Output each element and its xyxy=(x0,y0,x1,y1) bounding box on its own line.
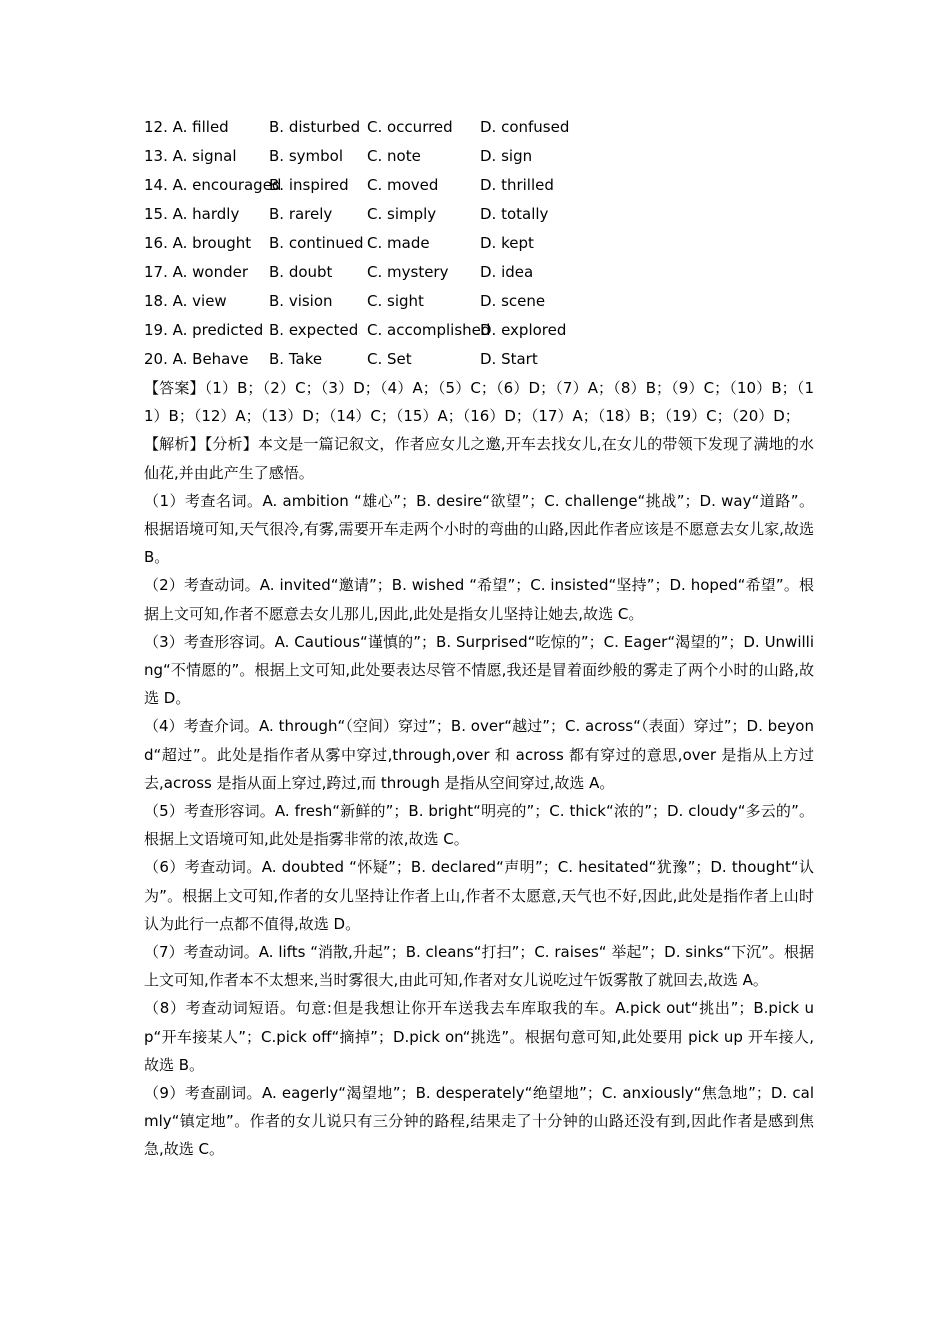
option-b: B. expected xyxy=(269,321,359,339)
option-c: C. note xyxy=(367,147,421,165)
option-row-17 xyxy=(144,258,814,287)
explanation-item: （4）考查介词。A. through“（空间）穿过”；B. over“越过”；C. across“（表面）穿过”；D. beyond“超过”。此处是指作者从雾中穿过,through,over 和 across 都有穿过的意思,over 是指从上方过去,across 是指从面上穿过,跨过,而 through 是指从空间穿过,故选 A。 xyxy=(144,717,814,792)
option-a: 18. A. view xyxy=(144,292,227,310)
option-c: C. moved xyxy=(367,176,439,194)
document-page xyxy=(144,113,814,1164)
option-b: B. disturbed xyxy=(269,118,361,136)
explanation-item: （7）考查动词。A. lifts “消散,升起”；B. cleans“打扫”；C. raises“ 举起”；D. sinks“下沉”。根据上文可知,作者本不太想来,当时雾很大,由此可知,作者对女儿说吃过午饭雾散了就回去,故选 A。 xyxy=(144,943,814,990)
option-a: 12. A. filled xyxy=(144,118,229,136)
option-b: B. symbol xyxy=(269,147,343,165)
option-row-20 xyxy=(144,345,814,374)
option-b: B. doubt xyxy=(269,263,333,281)
option-d: D. idea xyxy=(480,263,534,281)
option-d: D. explored xyxy=(480,321,567,339)
option-d: D. totally xyxy=(480,205,549,223)
option-b: B. rarely xyxy=(269,205,333,223)
option-d: D. sign xyxy=(480,147,533,165)
option-c: C. occurred xyxy=(367,118,453,136)
option-b: B. inspired xyxy=(269,176,349,194)
answer-key: 【答案】（1）B；（2）C；（3）D；（4）A；（5）C；（6）D；（7）A；（8）B；（9）C；（10）B；（11）B；（12）A；（13）D；（14）C；（15）A；（16）D；（17）A；（18）B；（19）C；（20）D； xyxy=(144,379,814,426)
option-d: D. kept xyxy=(480,234,534,252)
option-b: B. vision xyxy=(269,292,333,310)
option-c: C. sight xyxy=(367,292,424,310)
option-d: D. scene xyxy=(480,292,546,310)
explanation-item: （5）考查形容词。A. fresh“新鲜的”；B. bright“明亮的”；C. thick“浓的”；D. cloudy“多云的”。根据上文语境可知,此处是指雾非常的浓,故选 C。 xyxy=(144,802,814,849)
explanation-item: （1）考查名词。A. ambition “雄心”；B. desire“欲望”；C. challenge“挑战”；D. way“道路”。根据语境可知,天气很冷,有雾,需要开车走两个小时的弯曲的山路,因此作者应该是不愿意去女儿家,故选 B。 xyxy=(144,491,814,567)
option-a: 20. A. Behave xyxy=(144,350,249,368)
explanation-item: （9）考查副词。A. eagerly“渴望地”；B. desperately“绝望地”；C. anxiously“焦急地”；D. calmly“镇定地”。作者的女儿说只有三分钟的路程,结果走了十分钟的山路还没有到,因此作者是感到焦急,故选 C。 xyxy=(144,1084,814,1159)
option-row-18 xyxy=(144,287,814,316)
explanation-item: （2）考查动词。A. invited“邀请”；B. wished “希望”；C. insisted“坚持”；D. hoped“希望”。根据上文可知,作者不愿意去女儿那儿,因此,此处是指女儿坚持让她去,故选 C。 xyxy=(144,576,814,623)
analysis-intro: 【解析】【分析】本文是一篇记叙文，作者应女儿之邀,开车去找女儿,在女儿的带领下发现了满地的水仙花,并由此产生了感悟。 xyxy=(144,435,814,482)
option-a: 14. A. encouraged xyxy=(144,176,282,194)
options-list xyxy=(144,113,814,374)
option-row-16 xyxy=(144,229,814,258)
option-row-19 xyxy=(144,316,814,345)
option-a: 15. A. hardly xyxy=(144,205,240,223)
explanation-item: （3）考查形容词。A. Cautious“谨慎的”；B. Surprised“吃惊的”；C. Eager“渴望的”；D. Unwilling“不情愿的”。根据上文可知,此处要表达尽管不情愿,我还是冒着面纱般的雾走了两个小时的山路,故选 D。 xyxy=(144,632,814,708)
option-c: C. Set xyxy=(367,350,412,368)
option-c: C. accomplished xyxy=(367,321,491,339)
option-c: C. made xyxy=(367,234,430,252)
option-b: B. Take xyxy=(269,350,323,368)
option-row-15 xyxy=(144,200,814,229)
option-row-12 xyxy=(144,113,814,142)
option-a: 19. A. predicted xyxy=(144,321,264,339)
option-row-13 xyxy=(144,142,814,171)
option-row-14 xyxy=(144,171,814,200)
explanation-item: （8）考查动词短语。句意:但是我想让你开车送我去车库取我的车。A.pick out“挑出”；B.pick up“开车接某人”；C.pick off“摘掉”；D.pick on“挑选”。根据句意可知,此处要用 pick up 开车接人,故选 B。 xyxy=(144,999,814,1074)
option-a: 16. A. brought xyxy=(144,234,252,252)
option-a: 13. A. signal xyxy=(144,147,237,165)
option-b: B. continued xyxy=(269,234,364,252)
option-a: 17. A. wonder xyxy=(144,263,249,281)
option-d: D. confused xyxy=(480,118,570,136)
option-c: C. mystery xyxy=(367,263,449,281)
option-d: D. Start xyxy=(480,350,538,368)
option-d: D. thrilled xyxy=(480,176,554,194)
option-c: C. simply xyxy=(367,205,437,223)
explanation-item: （6）考查动词。A. doubted “怀疑”；B. declared“声明”；C. hesitated“犹豫”；D. thought“认为”。根据上文可知,作者的女儿坚持让作者上山,作者不太愿意,天气也不好,因此,此处是指作者上山时认为此行一点都不值得,故选 D。 xyxy=(144,858,814,933)
